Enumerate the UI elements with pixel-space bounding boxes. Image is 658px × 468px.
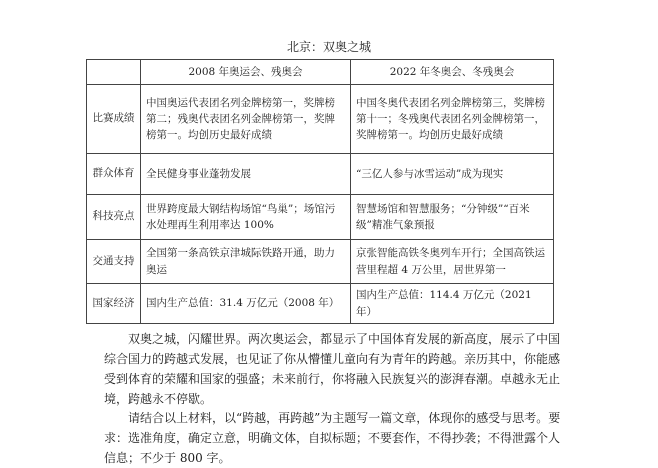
header-2008: 2008 年奥运会、残奥会	[141, 60, 351, 85]
cell-2022-tech: 智慧场馆和智慧服务；“分钟级”“百米级”精准气象预报	[351, 195, 554, 240]
cell-2008-economy: 国内生产总值：31.4 万亿元（2008 年）	[141, 284, 351, 324]
header-2022: 2022 年冬奥会、冬残奥会	[351, 60, 554, 85]
cell-2008-tech: 世界跨度最大钢结构场馆“鸟巢”；场馆污水处理再生利用率达 100%	[141, 195, 351, 240]
table-row	[87, 85, 554, 154]
table-title: 北京：双奥之城	[286, 40, 371, 54]
row-label-mass-sports: 群众体育	[87, 154, 141, 195]
writing-prompt: 请结合以上材料，以“跨越，再跨越”为主题写一篇文章，体现你的感受与思考。要求：选准角度，确定立意，明确文体，自拟标题；不要套作，不得抄袭；不得泄露个人信息；不少于 800 字。	[104, 411, 561, 465]
row-label-tech: 科技亮点	[87, 195, 141, 240]
row-label-economy: 国家经济	[87, 284, 141, 324]
table-row	[87, 195, 554, 240]
cell-2022-transport: 京张智能高铁冬奥列车开行；全国高铁运营里程超 4 万公里，居世界第一	[351, 240, 554, 284]
cell-2008-mass-sports: 全民健身事业蓬勃发展	[141, 154, 351, 195]
material-paragraph: 双奥之城，闪耀世界。两次奥运会，都显示了中国体育发展的新高度，展示了中国综合国力的跨越式发展，也见证了你从懵懂儿童向有为青年的跨越。亲历其中，你能感受到体育的荣耀和国家的强盛；未来前行，你将融入民族复兴的澎湃春潮。卓越永无止境，跨越永不停歇。	[104, 332, 561, 406]
cell-2008-results: 中国奥运代表团名列金牌榜第一，奖牌榜第二；残奥代表团名列金牌榜第一，奖牌榜第一。均创历史最好成绩	[141, 85, 351, 154]
table-row	[87, 284, 554, 324]
comparison-table	[86, 59, 554, 324]
cell-2022-results: 中国冬奥代表团名列金牌榜第三，奖牌榜第十一；冬残奥代表团名列金牌榜第一，奖牌榜第一。均创历史最好成绩	[351, 85, 554, 154]
cell-2008-transport: 全国第一条高铁京津城际铁路开通，助力奥运	[141, 240, 351, 284]
table-row	[87, 154, 554, 195]
table-header-row	[87, 60, 554, 85]
header-corner	[87, 60, 141, 85]
table-row	[87, 240, 554, 284]
row-label-transport: 交通支持	[87, 240, 141, 284]
row-label-results: 比赛成绩	[87, 85, 141, 154]
cell-2022-economy: 国内生产总值：114.4 万亿元（2021 年）	[351, 284, 554, 324]
cell-2022-mass-sports: “三亿人参与冰雪运动”成为现实	[351, 154, 554, 195]
